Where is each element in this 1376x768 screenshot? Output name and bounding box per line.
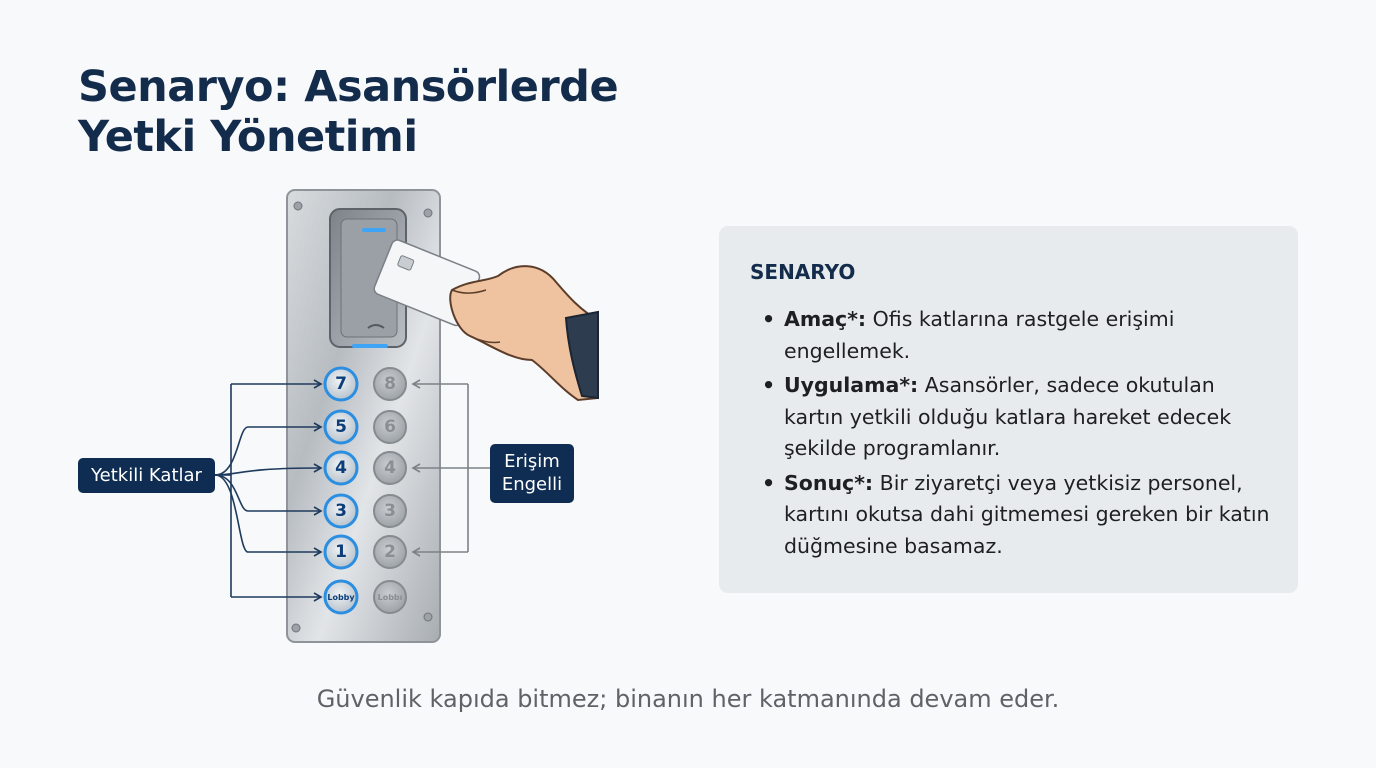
floor-button-3[interactable]: 3	[335, 501, 347, 521]
scenario-item-text: Asansörler, sadece okutulan kartın yetkili olduğu katlara hareket edecek şekilde programlanır.	[784, 373, 1232, 460]
tagline: Güvenlik kapıda bitmez; binanın her katmanında devam eder.	[316, 685, 1060, 713]
access-blocked-label	[490, 444, 574, 503]
scenario-item-implementation	[759, 370, 1279, 465]
scenario-item-goal	[759, 304, 1279, 367]
scenario-item-label: Uygulama*:	[784, 373, 919, 397]
title-line-1: Senaryo: Asansörlerde	[78, 62, 619, 112]
title-line-2: Yetki Yönetimi	[78, 112, 418, 162]
bullet-icon: •	[762, 307, 776, 331]
scenario-item-result	[759, 468, 1279, 563]
scenario-item-text: Bir ziyaretçi veya yetkisiz personel, kartını okutsa dahi gitmemesi gereken bir katın düğmesine basamaz.	[784, 470, 1270, 558]
scenario-item-label: Sonuç*:	[784, 470, 874, 495]
page-title	[78, 62, 618, 162]
blocked-button-2: 2	[384, 542, 396, 562]
authorized-floors-label: Yetkili Katlar	[78, 458, 215, 493]
blocked-button-8: 8	[384, 374, 396, 394]
bullet-icon: •	[762, 373, 776, 397]
scenario-card	[719, 226, 1298, 593]
floor-button-5[interactable]: 5	[335, 417, 347, 437]
scenario-item-label: Amaç*:	[784, 307, 867, 331]
scenario-item-text: Ofis katlarına rastgele erişimi engellemek.	[784, 307, 1175, 363]
blocked-button-4: 4	[384, 458, 396, 478]
bullet-icon: •	[762, 470, 776, 495]
floor-button-4[interactable]: 4	[335, 458, 347, 478]
floor-button-lobby[interactable]: Lobby	[327, 592, 355, 602]
blocked-button-6: 6	[384, 417, 396, 437]
scenario-heading: SENARYO	[750, 260, 856, 284]
blocked-button-lobby: Lobbı	[377, 592, 403, 602]
scenario-list	[759, 304, 1279, 565]
access-blocked-line-1: Erişim	[504, 451, 560, 472]
floor-button-1[interactable]: 1	[335, 542, 347, 562]
floor-button-7[interactable]: 7	[335, 374, 347, 394]
blocked-button-3: 3	[384, 501, 396, 521]
access-blocked-line-2: Engelli	[501, 474, 563, 495]
